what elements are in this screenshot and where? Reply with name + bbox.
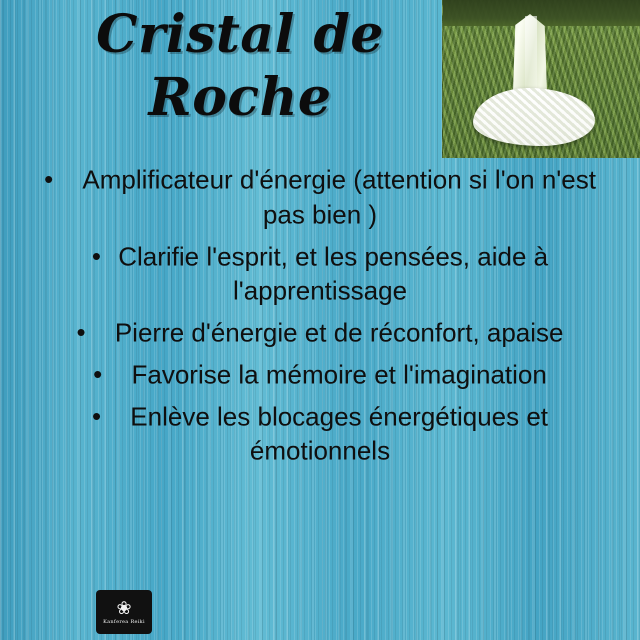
properties-list	[18, 162, 622, 475]
title-line-2: Roche	[148, 67, 332, 129]
list-item	[18, 239, 622, 309]
bullet-icon: •	[44, 164, 54, 195]
bullet-icon: •	[91, 400, 102, 431]
brand-logo-caption: Kanferea Reiki	[103, 619, 145, 625]
list-item-label: Clarifie l'esprit, et les pensées, aide à l'apprentissage	[118, 240, 549, 306]
list-item	[18, 315, 622, 350]
quartz-crystal-photo	[442, 0, 640, 158]
photo-background-hedge	[443, 0, 640, 26]
list-item-label: Favorise la mémoire et l'imagination	[131, 359, 547, 390]
list-item-label: Pierre d'énergie et de réconfort, apaise	[114, 317, 564, 348]
title-line-1: Cristal de	[96, 4, 384, 65]
list-item	[18, 399, 622, 469]
brand-logo	[96, 590, 152, 634]
list-item-label: Amplificateur d'énergie (attention si l'on n'est pas bien )	[82, 164, 596, 230]
quartz-druzy-base-shape	[473, 88, 595, 146]
page-title	[60, 4, 420, 129]
bullet-icon: •	[91, 240, 101, 271]
bullet-icon: •	[76, 317, 86, 348]
bullet-icon: •	[93, 359, 103, 390]
list-item	[18, 162, 622, 232]
list-item-label: Enlève les blocages énergétiques et émotionnels	[130, 400, 549, 466]
list-item	[18, 357, 622, 392]
lotus-icon: ❀	[116, 598, 132, 618]
